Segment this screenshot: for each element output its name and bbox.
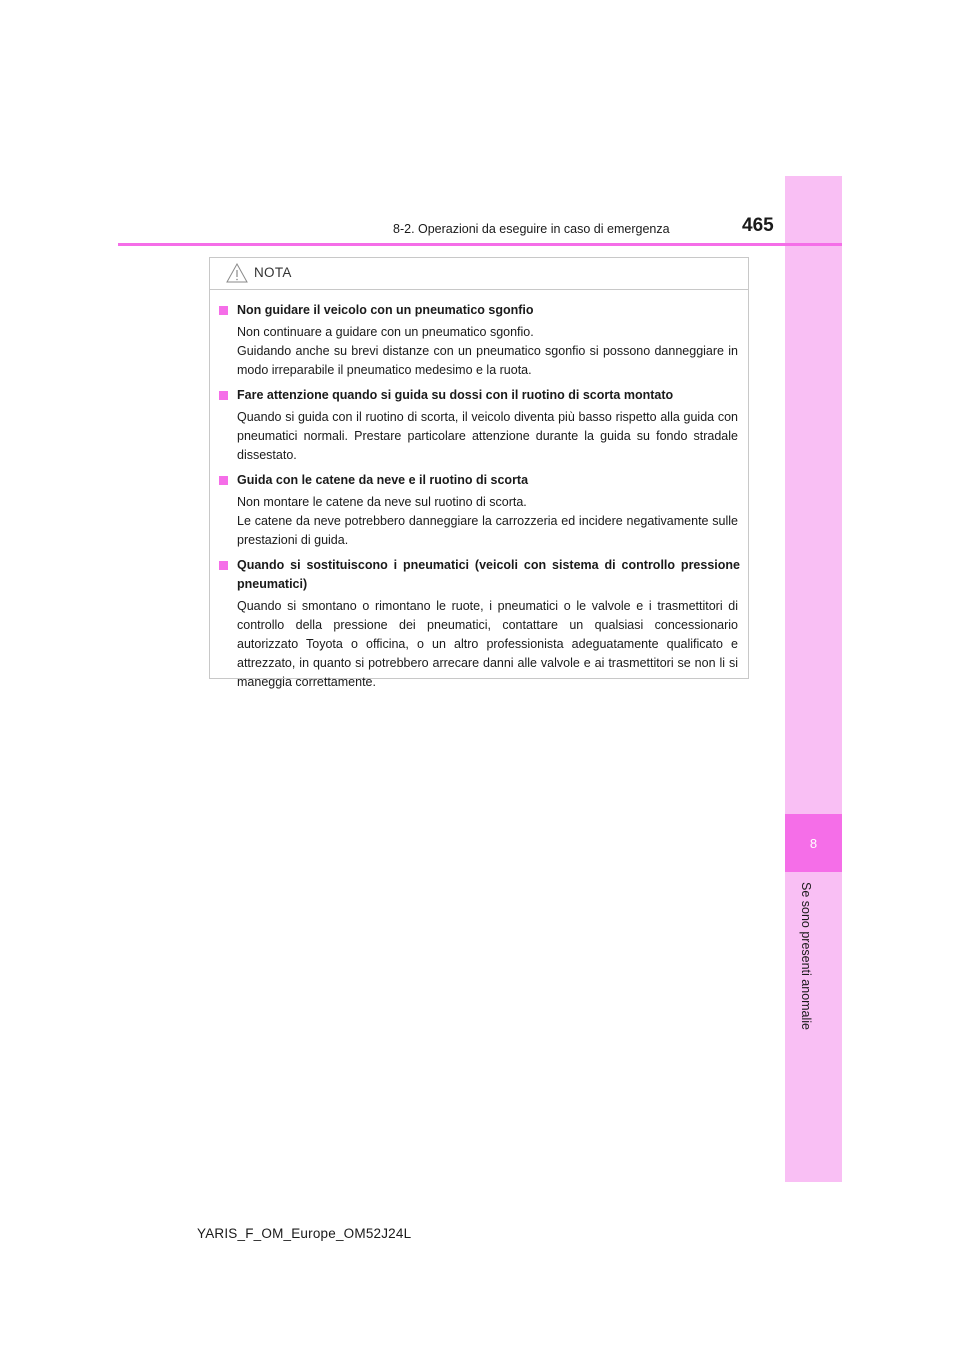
header-divider (118, 243, 842, 246)
warning-triangle-icon (226, 263, 248, 283)
item-heading-text: Guida con le catene da neve e il ruotino di scorta (237, 473, 529, 487)
item-paragraph: Quando si smontano o rimontano le ruote, i pneumatici o le valvole e i trasmettitori di controllo della pressione dei pneumatici, contattare un qualsiasi concessionario autorizzato Toyota o officina, o un altro professionista adeguatamente qualificato e attrezzato, in quanto si potrebbero arrecare danni alle valvole e ai trasmettitori se non li si maneggia correttamente. (237, 599, 738, 689)
section-title: 8-2. Operazioni da eseguire in caso di emergenza (393, 222, 670, 236)
item-paragraph: Guidando anche su brevi distanze con un pneumatico sgonfio si possono danneggiare in modo irreparabile il pneumatico medesimo e la ruota. (237, 344, 738, 377)
notice-item (218, 556, 740, 692)
item-heading (218, 471, 740, 490)
item-text (218, 408, 740, 465)
item-heading-text: Non guidare il veicolo con un pneumatico sgonfio (237, 303, 534, 317)
item-text (218, 493, 740, 550)
notice-item (218, 471, 740, 550)
item-paragraph: Quando si guida con il ruotino di scorta, il veicolo diventa più basso rispetto alla guida con pneumatici normali. Prestare particolare attenzione durante la guida su fondo stradale dissestato. (237, 410, 738, 462)
page-number: 465 (742, 215, 774, 236)
notice-item (218, 386, 740, 465)
notice-body (210, 290, 748, 692)
notice-item (218, 301, 740, 380)
square-bullet-icon (219, 391, 228, 400)
item-text (218, 323, 740, 380)
notice-box (209, 257, 749, 689)
square-bullet-icon (219, 476, 228, 485)
item-paragraph: Le catene da neve potrebbero danneggiare la carrozzeria ed incidere negativamente sulle prestazioni di guida. (237, 514, 738, 547)
notice-header (210, 258, 748, 290)
chapter-title: Se sono presenti anomalie (799, 882, 813, 1031)
item-heading (218, 301, 740, 320)
square-bullet-icon (219, 306, 228, 315)
item-heading (218, 556, 740, 594)
footer-model-code: YARIS_F_OM_Europe_OM52J24L (197, 1226, 412, 1241)
item-heading (218, 386, 740, 405)
item-paragraph: Non montare le catene da neve sul ruotino di scorta. (237, 495, 527, 509)
square-bullet-icon (219, 561, 228, 570)
notice-title: NOTA (254, 265, 292, 280)
item-text (218, 597, 740, 692)
chapter-number: 8 (809, 835, 818, 851)
chapter-number-box (785, 814, 842, 872)
item-paragraph: Non continuare a guidare con un pneumatico sgonfio. (237, 325, 534, 339)
chapter-side-tab (785, 176, 842, 1182)
item-heading-text: Quando si sostituiscono i pneumatici (veicoli con sistema di controllo pressione pneumatici) (237, 558, 740, 591)
item-heading-text: Fare attenzione quando si guida su dossi con il ruotino di scorta montato (237, 388, 674, 402)
